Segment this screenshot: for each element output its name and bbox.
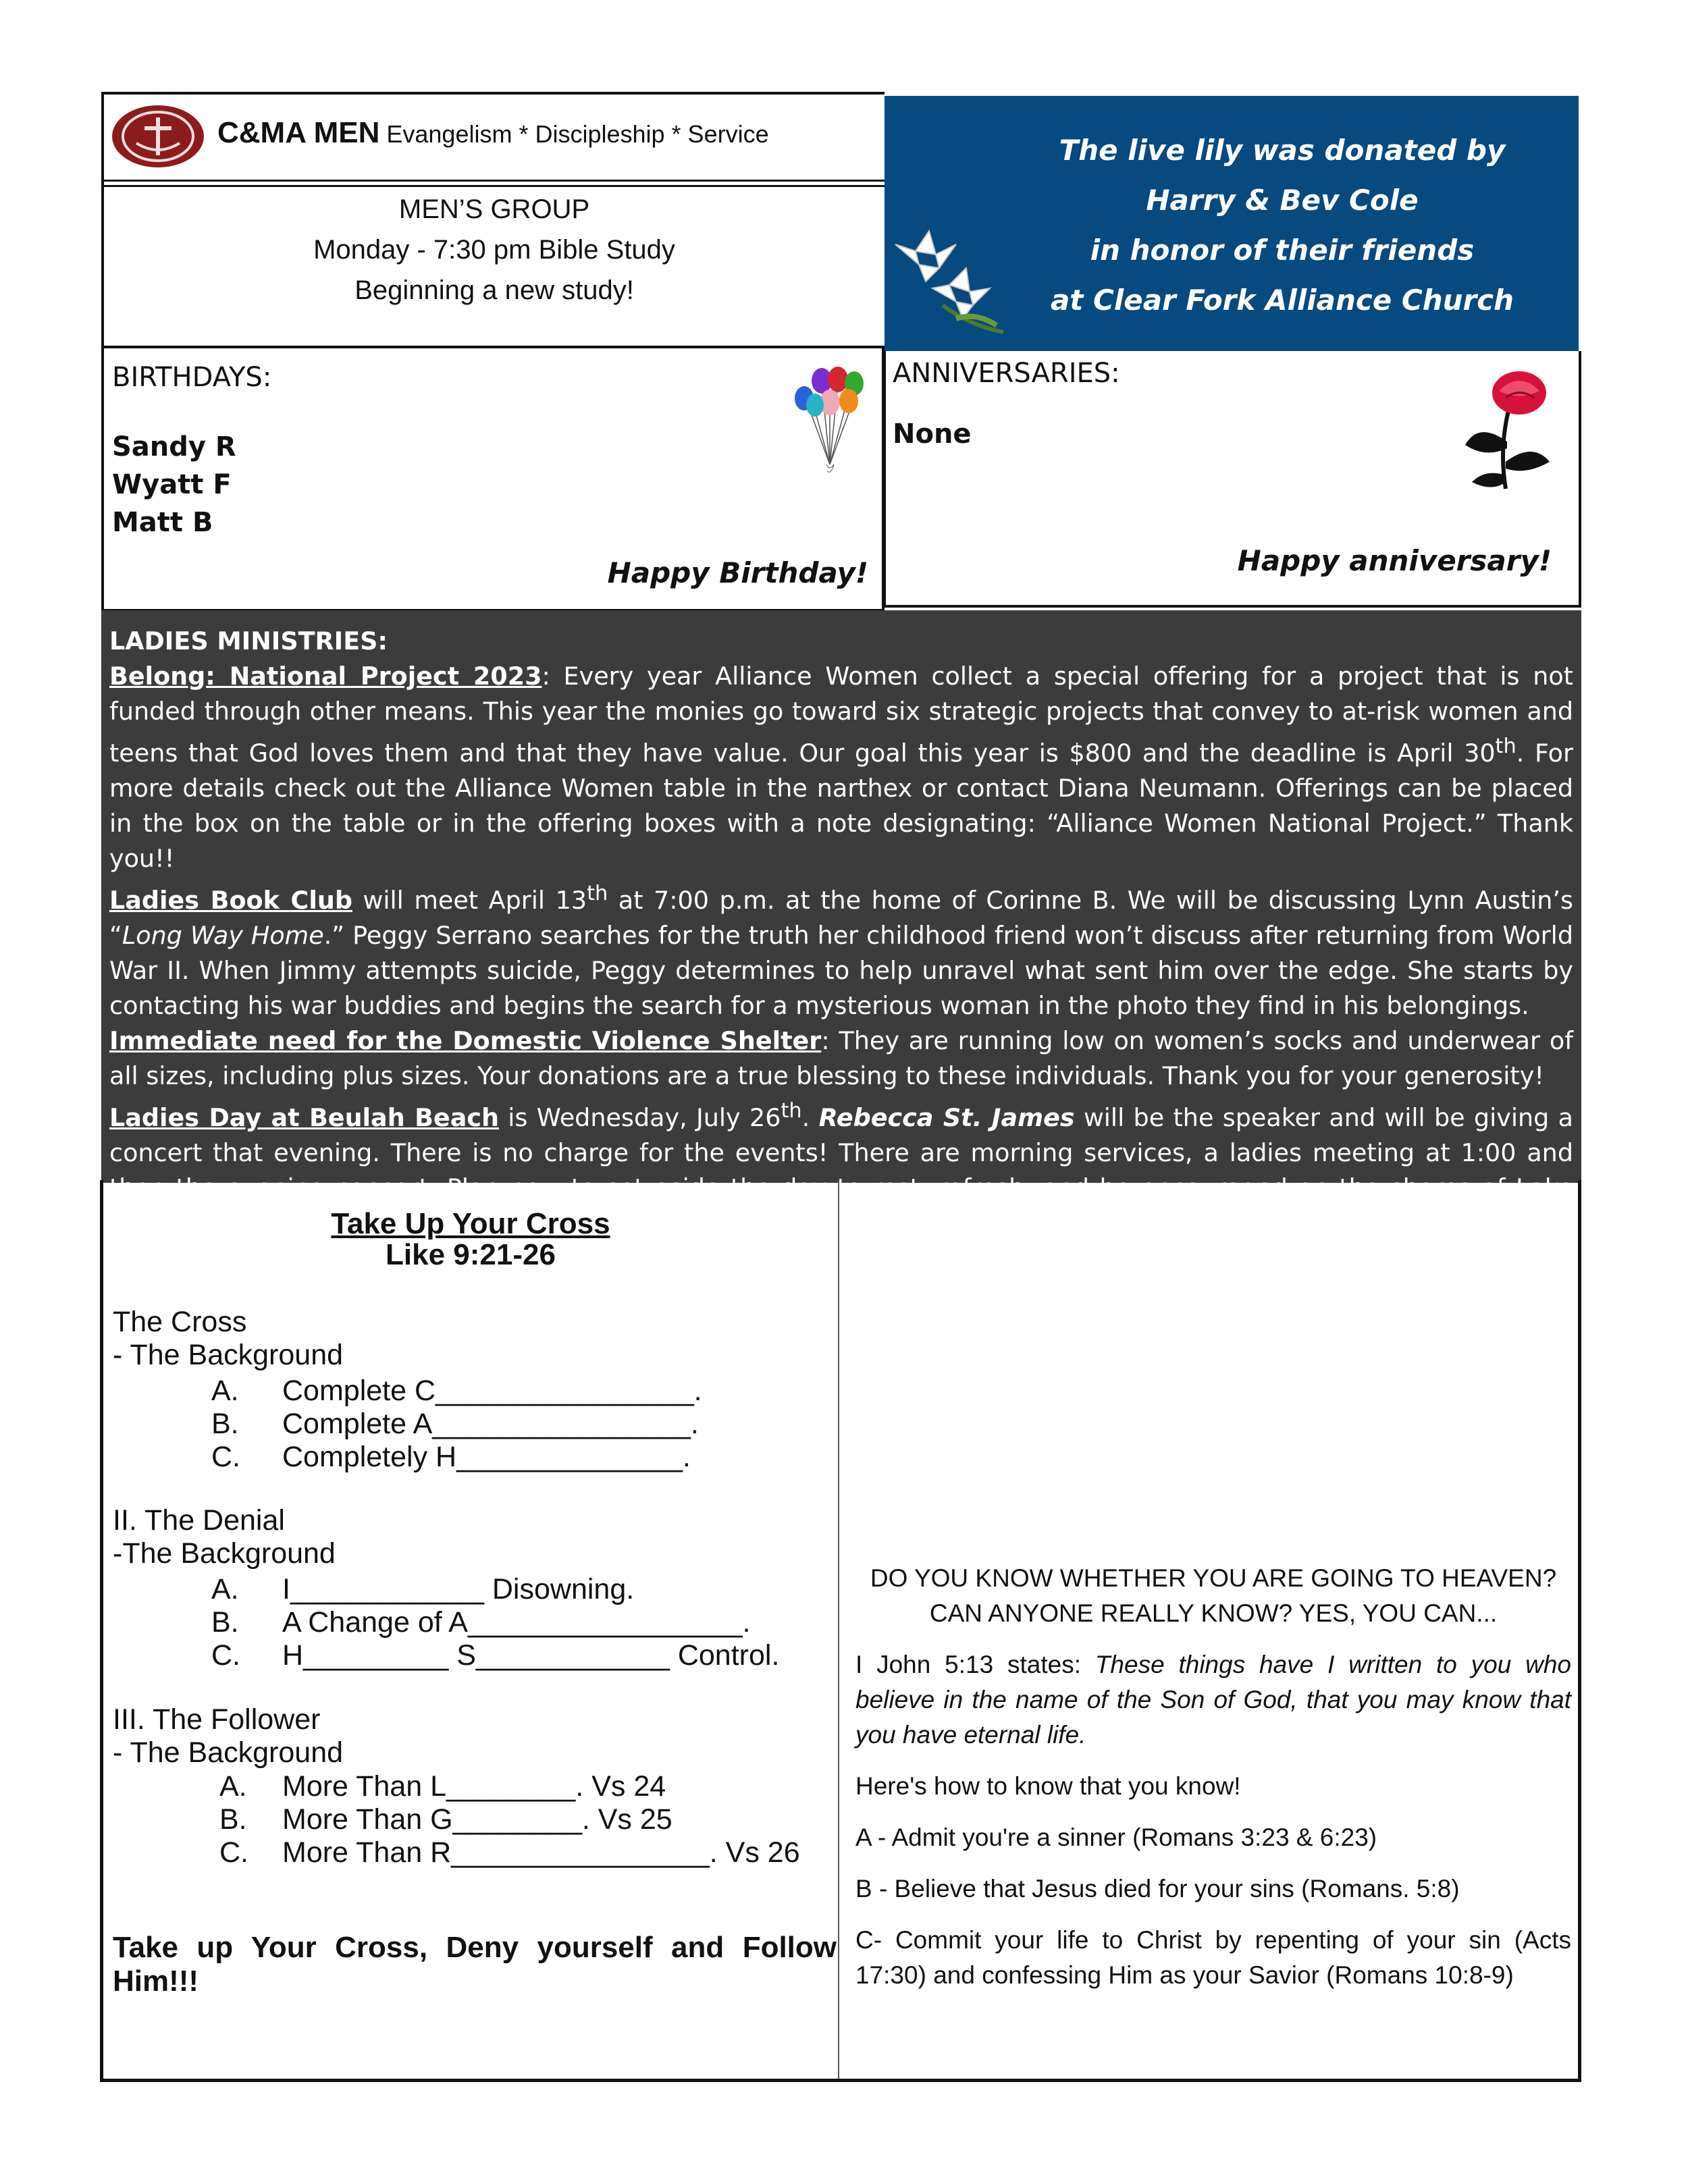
men-title [217,116,769,150]
step-commit: C- Commit your life to Christ by repenting of your sin (Acts 17:30) and confessing Him as your Savior (Romans 10:8-9) [855,1926,1571,1989]
heaven-question: DO YOU KNOW WHETHER YOU ARE GOING TO HEAVEN? [870,1564,1557,1592]
sermon-closing: Take up Your Cross, Deny yourself and Follow Him!!! [113,1931,837,1998]
ladies-title: LADIES MINISTRIES: [109,627,388,656]
item-text: I____________ Disowning. [282,1573,635,1605]
outline-item [211,1408,699,1441]
outline-item [219,1836,800,1869]
item-text: More Than G________. Vs 25 [282,1803,672,1836]
lily-dedication [885,96,1579,351]
outline-item [211,1573,635,1606]
outline-item [219,1770,666,1803]
column-divider [838,1180,839,2079]
national-project-paragraph [109,659,1573,876]
shelter-text: : They are running low on women’s socks and underwear of all sizes, including plus sizes. Your donations are a true blessing to these individuals. Thank you for your generosity! [109,1026,1573,1091]
anniversaries-label: ANNIVERSARIES: [893,358,1120,389]
book-club-text: at 7:00 p.m. at the home of Corinne B. We will be discussing Lynn Austin’s “ [109,886,1573,951]
heaven-question: CAN ANYONE REALLY KNOW? YES, YOU CAN... [929,1599,1498,1627]
ordinal-suffix: th [781,1099,802,1123]
ladies-day-heading: Ladies Day at Beulah Beach [109,1103,499,1133]
item-letter: A. [211,1573,239,1605]
section-subtitle: -The Background [113,1537,336,1570]
heaven-section [855,1561,1571,1993]
divider [104,180,885,182]
balloons-icon [789,363,870,478]
ordinal-suffix: th [1495,735,1516,758]
book-club-text: .” Peggy Serrano searches for the truth her childhood friend won’t discuss after returning from World War II. When Jimmy attempts suicide, Peggy determines to help unravel what sent him over the edge. She starts by contacting his war buddies and begins the search for a mysterious woman in the photo they find in his belongings. [109,921,1573,1021]
section-title: The Cross [113,1306,247,1338]
happy-birthday: Happy Birthday! [607,556,868,589]
happy-anniversary: Happy anniversary! [1237,544,1552,577]
lily-line: at Clear Fork Alliance Church [1050,284,1514,317]
birthday-name: Wyatt F [112,469,232,500]
item-letter: B. [219,1803,247,1836]
rose-icon [1458,367,1560,496]
ladies-day-text: is Wednesday, July 26 [498,1103,781,1133]
book-title: Long Way Home [122,921,324,951]
outline-item [211,1441,691,1474]
outline-item [211,1606,751,1639]
sermon-title: Take Up Your Cross [331,1207,610,1240]
verse [855,1647,1571,1753]
how-to-know: Here's how to know that you know! [855,1772,1241,1800]
sermon-reference: Like 9:21-26 [386,1238,556,1271]
item-letter: B. [211,1408,239,1440]
men-org: C&MA MEN [217,116,380,149]
book-club-heading: Ladies Book Club [109,886,352,915]
birthday-names [112,428,236,541]
lily-line: in honor of their friends [1090,234,1475,267]
men-tagline: Evangelism * Discipleship * Service [386,120,769,148]
mens-group-title: MEN’S GROUP [398,194,590,224]
item-text: A Change of A_________________. [282,1606,751,1639]
section-subtitle: - The Background [113,1736,344,1769]
lily-line: The live lily was donated by [1059,134,1506,167]
anniversaries-value: None [893,419,972,450]
birthdays-box [101,348,885,612]
cma-logo [109,103,211,170]
mens-group-time: Monday - 7:30 pm Bible Study [313,235,675,265]
item-letter: C. [219,1836,248,1869]
mens-group-box [101,92,885,348]
speaker-name: Rebecca St. James [818,1103,1075,1133]
anniversaries-box [885,351,1581,608]
book-club-text: will meet April 13 [352,886,587,915]
birthday-name: Sandy R [112,431,236,462]
mens-group-note: Beginning a new study! [354,275,634,305]
birthdays-label: BIRTHDAYS: [112,362,272,393]
item-letter: C. [211,1639,240,1672]
item-text: More Than R________________. Vs 26 [282,1836,800,1869]
item-letter: C. [211,1441,240,1473]
item-letter: B. [211,1606,239,1639]
section-title: II. The Denial [113,1504,285,1537]
item-text: Complete A________________. [282,1408,699,1440]
section-subtitle: - The Background [113,1339,344,1371]
national-project-heading: Belong: National Project 2023 [109,662,542,691]
sermon-heading [103,1208,838,1271]
verse-reference: I John 5:13 states: [855,1651,1095,1678]
national-project-text: : Every year Alliance Women collect a special offering for a project that is not funded through other means. This year the monies go toward six strategic projects that convey to at-risk women and teens that God loves them and that they have value. Our goal this year is $800 and the deadline is April 30 [109,662,1573,768]
outline-item [211,1639,780,1672]
step-believe: B - Believe that Jesus died for your sins (Romans. 5:8) [855,1875,1460,1902]
birthday-name: Matt B [112,507,213,538]
lily-text [986,126,1579,325]
shelter-paragraph [109,1023,1573,1094]
item-letter: A. [219,1770,247,1803]
divider [104,185,885,187]
outline-item [211,1375,702,1408]
shelter-heading: Immediate need for the Domestic Violence Shelter [109,1026,822,1056]
book-club-paragraph [109,876,1573,1023]
step-admit: A - Admit you're a sinner (Romans 3:23 & 6:23) [855,1823,1377,1851]
item-letter: A. [211,1375,239,1407]
ordinal-suffix: th [587,882,608,906]
national-project-text: . For more details check out the Alliance Women table in the narthex or contact Diana Neumann. Offerings can be placed in the box on the table or in the offering boxes with a note designating: “Alliance Women National Project.” Thank you!! [109,739,1573,874]
lily-line: Harry & Bev Cole [1146,184,1419,217]
item-text: Completely H______________. [282,1441,691,1473]
bottom-section [100,1180,1581,2082]
mens-group-info [104,189,885,311]
item-text: H_________ S____________ Control. [282,1639,780,1672]
item-text: Complete C________________. [282,1375,702,1407]
outline-item [219,1803,672,1836]
ladies-day-text: will be the speaker and will be giving a concert that evening. There is no charge for the events! There are morning services, a ladies meeting at 1:00 and then the evening concert. Plan now to set aside the day to rest, refresh, and be encouraged on the shores of Lake Erie. [109,1103,1573,1238]
verse-text: These things have I written to you who believe in the name of the Son of God, that you may know that you have eternal life. [855,1651,1572,1749]
item-text: More Than L________. Vs 24 [282,1770,666,1803]
section-title: III. The Follower [113,1703,321,1736]
ladies-day-text: . [801,1103,819,1133]
